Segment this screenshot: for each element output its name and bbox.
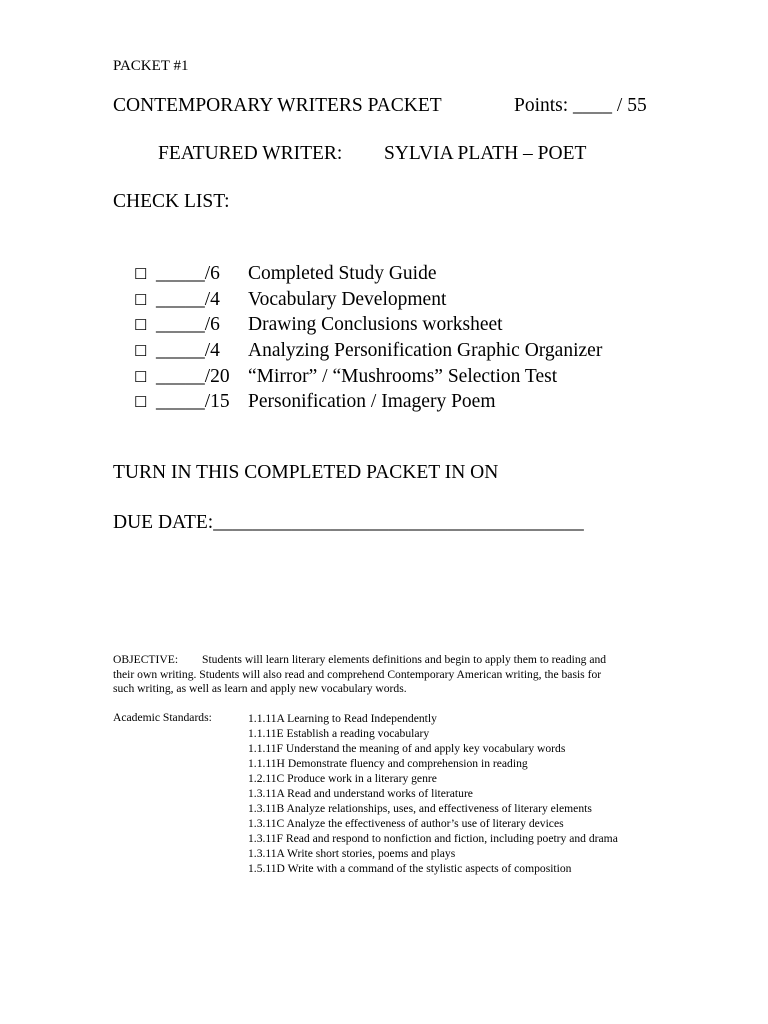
checklist	[134, 261, 603, 415]
featured-writer-name: SYLVIA PLATH – POET	[384, 143, 587, 164]
due-date-field: DUE DATE:______________________________________	[113, 512, 584, 533]
standard-item: 1.3.11B Analyze relationships, uses, and effectiveness of literary elements	[248, 802, 592, 816]
featured-writer-label: FEATURED WRITER:	[158, 143, 343, 164]
standard-item: 1.2.11C Produce work in a literary genre	[248, 772, 437, 786]
objective-section	[113, 653, 658, 697]
checklist-item	[134, 338, 603, 364]
checklist-item-points: _____/20	[156, 365, 230, 387]
standards-label: Academic Standards:	[113, 711, 212, 724]
standard-item: 1.3.11A Read and understand works of literature	[248, 787, 473, 801]
checklist-item-task: Drawing Conclusions worksheet	[248, 314, 503, 336]
checklist-item	[134, 261, 437, 287]
checklist-item	[134, 364, 558, 390]
checklist-item-points: _____/4	[156, 340, 220, 362]
objective-text: Students will learn literary elements definitions and begin to apply them to reading and	[202, 653, 607, 666]
standard-item: 1.1.11A Learning to Read Independently	[248, 712, 437, 725]
turn-in-instruction: TURN IN THIS COMPLETED PACKET IN ON	[113, 462, 499, 483]
checklist-item	[134, 389, 496, 415]
standard-item: 1.3.11F Read and respond to nonfiction and fiction, including poetry and drama	[248, 832, 618, 846]
checkbox[interactable]: ☐	[134, 369, 148, 386]
packet-label: PACKET #1	[113, 58, 189, 74]
page-title: CONTEMPORARY WRITERS PACKET	[113, 95, 442, 116]
checklist-item-points: _____/4	[156, 288, 220, 310]
standard-item: 1.1.11E Establish a reading vocabulary	[248, 727, 430, 741]
checkbox[interactable]: ☐	[134, 344, 148, 361]
checklist-heading: CHECK LIST:	[113, 191, 230, 212]
objective-line: their own writing. Students will also read and comprehend Contemporary American writing, the basis for	[113, 667, 602, 681]
checklist-item-task: Completed Study Guide	[248, 263, 437, 284]
checklist-item-points: _____/15	[156, 391, 230, 413]
checklist-item-task: Vocabulary Development	[248, 288, 447, 310]
objective-line: such writing, as well as learn and apply new vocabulary words.	[113, 682, 407, 696]
objective-line	[113, 653, 658, 668]
checkbox[interactable]: ☐	[134, 395, 148, 412]
standard-item: 1.3.11C Analyze the effectiveness of author’s use of literary devices	[248, 817, 564, 831]
checklist-item-points: _____/6	[156, 314, 220, 336]
checklist-item	[134, 287, 447, 313]
standard-item: 1.5.11D Write with a command of the stylistic aspects of composition	[248, 862, 572, 876]
points-total: Points: ____ / 55	[514, 95, 647, 116]
checkbox[interactable]: ☐	[134, 318, 148, 335]
objective-label: OBJECTIVE:	[113, 653, 179, 666]
standard-item: 1.3.11A Write short stories, poems and plays	[248, 847, 456, 861]
checklist-item-task: Personification / Imagery Poem	[248, 391, 496, 413]
standard-item: 1.1.11F Understand the meaning of and apply key vocabulary words	[248, 742, 566, 756]
standards-list	[248, 711, 668, 877]
checklist-item	[134, 312, 503, 338]
checklist-item-points: _____/6	[156, 263, 220, 284]
checkbox[interactable]: ☐	[134, 267, 148, 283]
checkbox[interactable]: ☐	[134, 292, 148, 309]
standard-item: 1.1.11H Demonstrate fluency and comprehension in reading	[248, 757, 528, 771]
checklist-item-task: Analyzing Personification Graphic Organizer	[248, 340, 603, 362]
checklist-item-task: “Mirror” / “Mushrooms” Selection Test	[248, 365, 558, 387]
